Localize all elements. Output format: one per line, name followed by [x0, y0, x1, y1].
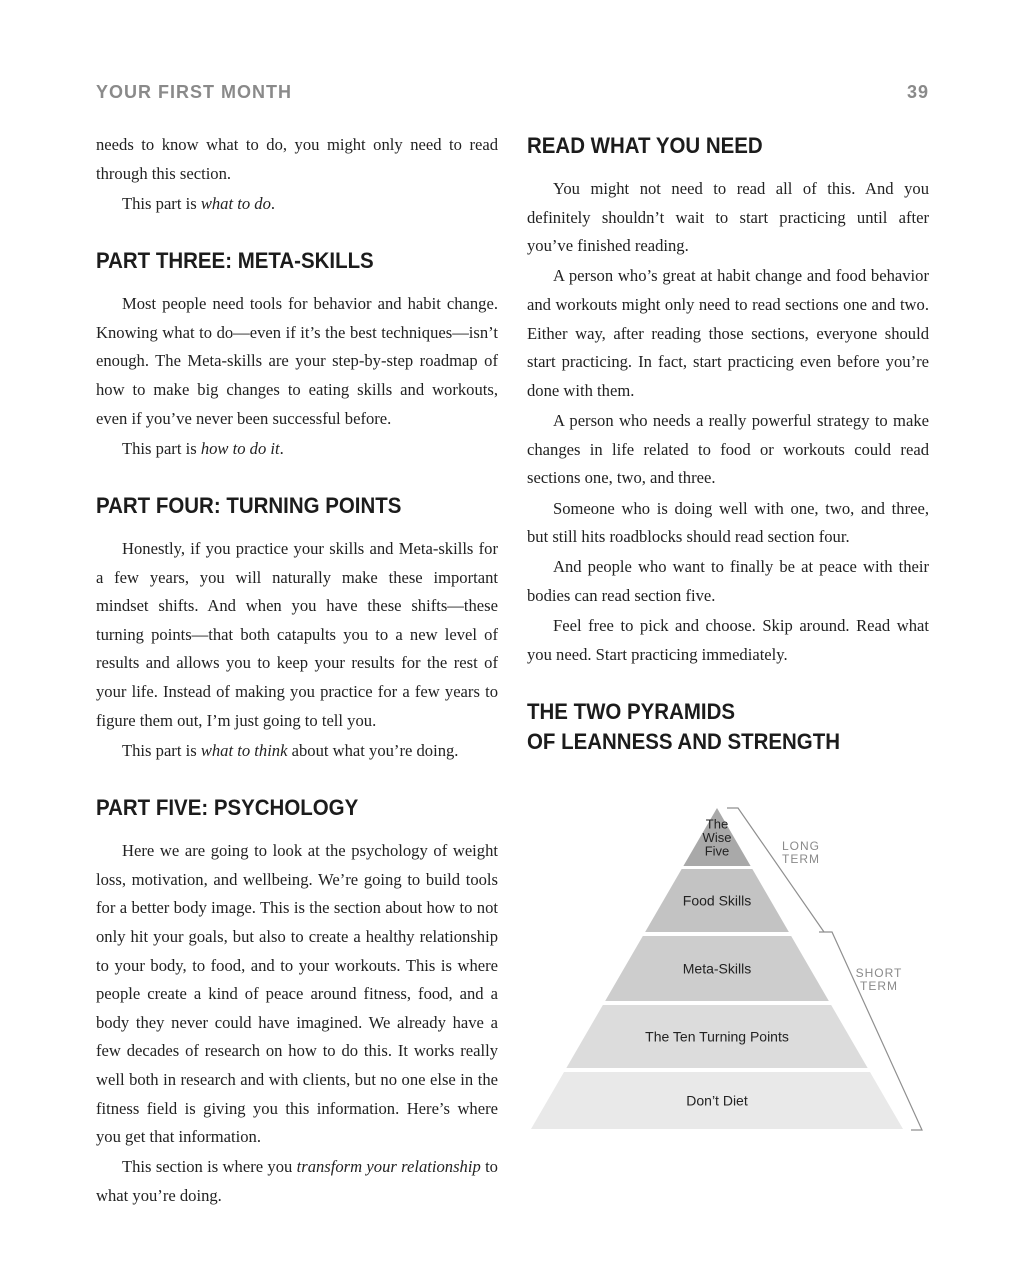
running-header: [96, 82, 929, 103]
part-three-summary: [96, 435, 498, 464]
summary-emphasis: what to think: [200, 740, 288, 760]
left-column: [96, 131, 498, 1212]
long-term-label: LONG: [781, 839, 821, 853]
tier-wise-five-label: Wise: [702, 830, 732, 845]
summary-text: to what you’re doing.: [96, 1157, 498, 1206]
summary-text: This part is: [122, 740, 201, 760]
read-paragraph: You might not need to read all of this. And you definitely shouldn’t wait to start practicing until after you’ve finished reading.: [527, 179, 929, 256]
tier-dont-diet-label: Don’t Diet: [686, 1092, 748, 1109]
summary-text: .: [279, 438, 284, 458]
tier-wise-five-label: Five: [704, 843, 730, 859]
read-paragraph: Feel free to pick and choose. Skip around. Read what you need. Start practicing immediately.: [527, 616, 929, 664]
read-what-you-need-heading: READ WHAT YOU NEED: [527, 133, 763, 158]
tier-meta-skills-label: Meta-Skills: [682, 960, 752, 977]
pyramids-heading-line-2: OF LEANNESS AND STRENGTH: [527, 729, 840, 755]
long-term-label: TERM: [782, 852, 820, 866]
read-paragraph: A person who’s great at habit change and food behavior and workouts might only need to read sections one and two. Either way, after reading those sections, everyone should start practicing. In fact, start practicing even before you’re done with them.: [527, 266, 929, 400]
short-term-label: TERM: [860, 979, 898, 993]
read-paragraph: A person who needs a really powerful strategy to make changes in life related to food or workouts could read sections one, two, and three.: [527, 411, 929, 488]
part-two-summary: [96, 190, 498, 219]
summary-emphasis: what to do: [200, 193, 271, 213]
part-five-paragraph: Here we are going to look at the psychology of weight loss, motivation, and wellbeing. We’re going to build tools for a better body image. This is the section about how to not only hit your goals, but also to create a healthy relationship to your body, to food, and to your workouts. This is where people create a kind of peace around fitness, food, and a body they never could have imagined. We already have a few decades of research on how to do this. It works really well both in research and with clients, but no one else in the fitness field is giving you this information. Here’s where you get that information.: [96, 841, 498, 1147]
page-number: 39: [906, 82, 929, 102]
part-four-heading: PART FOUR: TURNING POINTS: [96, 493, 402, 519]
part-three-heading: PART THREE: META-SKILLS: [96, 248, 374, 274]
part-five-heading: PART FIVE: PSYCHOLOGY: [96, 795, 359, 821]
pyramids-heading-line-1: THE TWO PYRAMIDS: [527, 699, 736, 725]
summary-emphasis: transform your relationship: [296, 1157, 481, 1177]
summary-text: This part is: [122, 438, 201, 458]
part-four-paragraph: Honestly, if you practice your skills and Meta-skills for a few years, you will naturally make these important mindset shifts. And when you have these shifts—these turning points—that both catapults you to a new level of results and allows you to keep your results for the rest of your life. Instead of making you practice for a few years to figure them out, I’m just going to tell you.: [96, 539, 498, 730]
part-five-summary: [96, 1153, 498, 1210]
summary-text: This part is: [122, 193, 201, 213]
read-paragraph: Someone who is doing well with one, two, and three, but still hits roadblocks should read section four.: [527, 498, 929, 547]
tier-turning-points-label: The Ten Turning Points: [645, 1028, 789, 1045]
summary-emphasis: how to do it: [200, 438, 280, 458]
summary-text: about what you’re doing.: [287, 740, 459, 760]
right-column: [527, 131, 929, 757]
tier-wise-five-label: The: [705, 816, 729, 832]
part-four-summary: [96, 737, 498, 766]
summary-text: .: [270, 193, 276, 213]
part-three-paragraph: Most people need tools for behavior and habit change. Knowing what to do—even if it’s the best techniques—isn’t enough. The Meta-skills are your step-by-step roadmap of how to make big changes to eating skills and workouts, even if you’ve never been successful before.: [96, 294, 498, 428]
running-title: YOUR FIRST MONTH: [96, 82, 292, 102]
pyramid-svg: [527, 800, 937, 1140]
short-term-label: SHORT: [855, 966, 903, 980]
tier-food-skills-label: Food Skills: [682, 892, 752, 909]
read-paragraph: And people who want to finally be at peace with their bodies can read section five.: [527, 557, 929, 606]
summary-text: This section is where you: [122, 1157, 297, 1177]
pyramid-diagram: [527, 800, 937, 1140]
continued-paragraph: needs to know what to do, you might only need to read through this section.: [96, 135, 498, 183]
